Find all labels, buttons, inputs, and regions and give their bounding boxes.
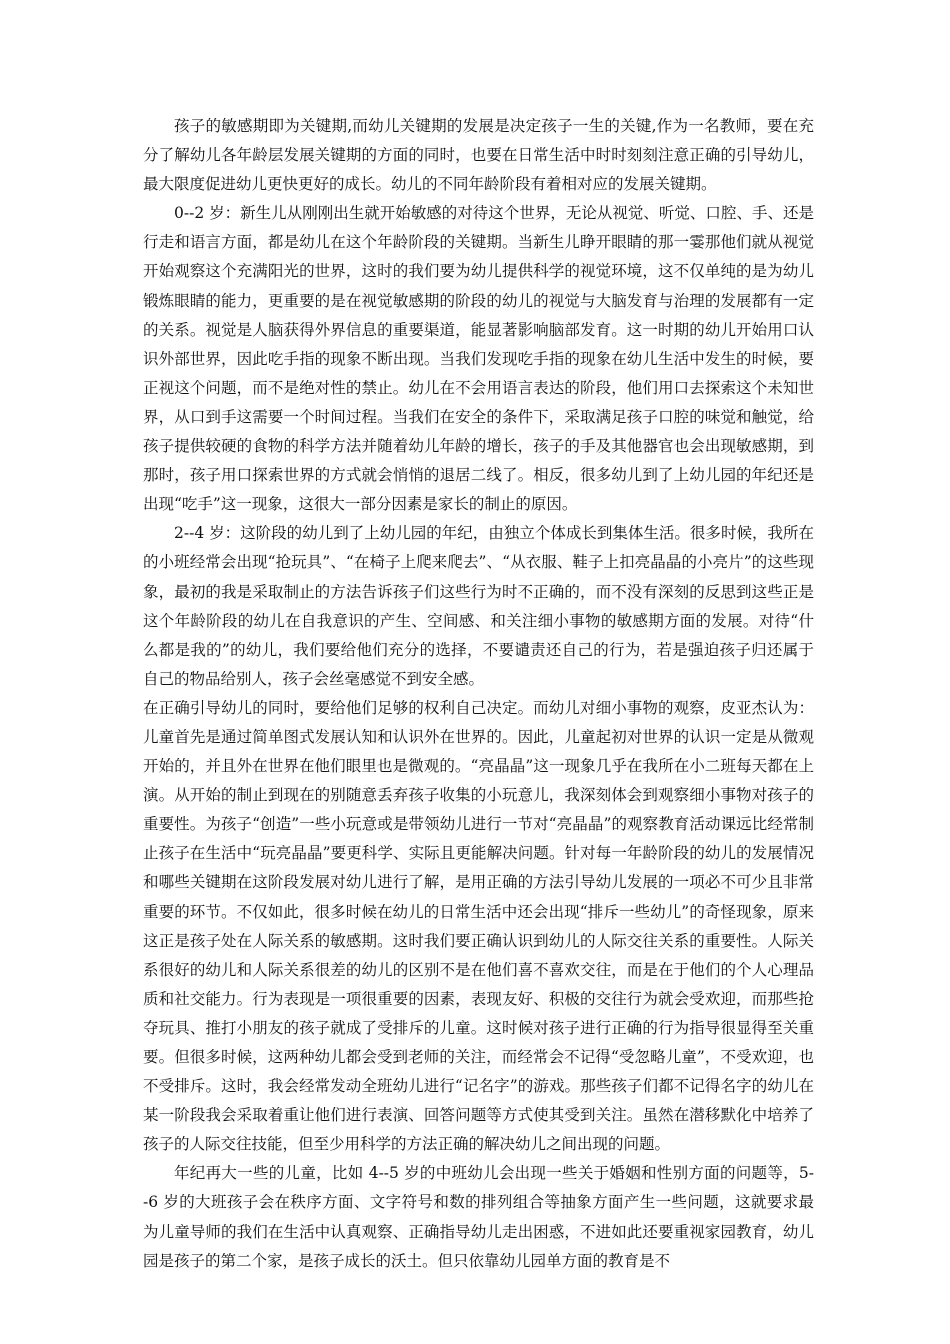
paragraph-age-2-4: 2--4 岁：这阶段的幼儿到了上幼儿园的年纪，由独立个体成长到集体生活。很多时候，我所在的小班经常会出现“抢玩具”、“在椅子上爬来爬去”、“从衣服、鞋子上扣亮晶晶的小亮片”的这些现象，最初的我是采取制止的方法告诉孩子们这些行为时不正确的，而不没有深刻的反思到这些正是这个年龄阶段的幼儿在自我意识的产生、空间感、和关注细小事物的敏感期方面的发展。对待“什么都是我的”的幼儿，我们要给他们充分的选择，不要谴责还自己的行为，若是强迫孩子归还属于自己的物品给别人，孩子会丝毫感觉不到安全感。 bbox=[143, 524, 814, 688]
document-body bbox=[143, 112, 814, 1276]
paragraph-age-0-2: 0--2 岁：新生儿从刚刚出生就开始敏感的对待这个世界，无论从视觉、听觉、口腔、手、还是行走和语言方面，都是幼儿在这个年龄阶段的关键期。当新生儿睁开眼睛的那一霎那他们就从视觉开始观察这个充满阳光的世界，这时的我们要为幼儿提供科学的视觉环境，这不仅单纯的是为幼儿锻炼眼睛的能力，更重要的是在视觉敏感期的阶段的幼儿的视觉与大脑发育与治理的发展都有一定的关系。视觉是人脑获得外界信息的重要渠道，能显著影响脑部发育。这一时期的幼儿开始用口认识外部世界，因此吃手指的现象不断出现。当我们发现吃手指的现象在幼儿生活中发生的时候，要正视这个问题，而不是绝对性的禁止。幼儿在不会用语言表达的阶段，他们用口去探索这个未知世界，从口到手这需要一个时间过程。当我们在安全的条件下，采取满足孩子口腔的味觉和触觉，给孩子提供较硬的食物的科学方法并随着幼儿年龄的增长，孩子的手及其他器官也会出现敏感期，到那时，孩子用口探索世界的方式就会悄悄的退居二线了。相反，很多幼儿到了上幼儿园的年纪还是出现“吃手”这一现象，这很大一部分因素是家长的制止的原因。 bbox=[143, 204, 814, 514]
paragraph-guidance: 在正确引导幼儿的同时，要给他们足够的权利自己决定。而幼儿对细小事物的观察，皮亚杰认为：儿童首先是通过简单图式发展认知和认识外在世界的。因此，儿童起初对世界的认识一定是从微观开始的，并且外在世界在他们眼里也是微观的。“亮晶晶”这一现象几乎在我所在小二班每天都在上演。从开始的制止到现在的别随意丢弃孩子收集的小玩意儿，我深刻体会到观察细小事物对孩子的重要性。为孩子“创造”一些小玩意或是带领幼儿进行一节对“亮晶晶”的观察教育活动课远比经常制止孩子在生活中“玩亮晶晶”要更科学、实际且更能解决问题。针对每一年龄阶段的幼儿的发展情况和哪些关键期在这阶段发展对幼儿进行了解，是用正确的方法引导幼儿发展的一项必不可少且非常重要的环节。不仅如此，很多时候在幼儿的日常生活中还会出现“排斥一些幼儿”的奇怪现象，原来这正是孩子处在人际关系的敏感期。这时我们要正确认识到幼儿的人际交往关系的重要性。人际关系很好的幼儿和人际关系很差的幼儿的区别不是在他们喜不喜欢交往，而是在于他们的个人心理品质和社交能力。行为表现是一项很重要的因素，表现友好、积极的交往行为就会受欢迎，而那些抢夺玩具、推打小朋友的孩子就成了受排斥的儿童。这时候对孩子进行正确的行为指导很显得至关重要。但很多时候，这两种幼儿都会受到老师的关注，而经常会不记得“受忽略儿童”，不受欢迎，也不受排斥。这时，我会经常发动全班幼儿进行“记名字”的游戏。那些孩子们都不记得名字的幼儿在某一阶段我会采取着重让他们进行表演、回答问题等方式使其受到关注。虽然在潜移默化中培养了孩子的人际交往技能，但至少用科学的方法正确的解决幼儿之间出现的问题。 bbox=[143, 698, 814, 1154]
paragraph-intro: 孩子的敏感期即为关键期,而幼儿关键期的发展是决定孩子一生的关键,作为一名教师，要在充分了解幼儿各年龄层发展关键期的方面的同时，也要在日常生活中时时刻刻注意正确的引导幼儿，最大限度促进幼儿更快更好的成长。幼儿的不同年龄阶段有着相对应的发展关键期。 bbox=[143, 117, 814, 194]
paragraph-older-children: 年纪再大一些的儿童，比如 4--5 岁的中班幼儿会出现一些关于婚姻和性别方面的问题等，5--6 岁的大班孩子会在秩序方面、文字符号和数的排列组合等抽象方面产生一些问题，这就要求最为儿童导师的我们在生活中认真观察、正确指导幼儿走出困惑，不进如此还要重视家园教育，幼儿园是孩子的第二个家，是孩子成长的沃土。但只依靠幼儿园单方面的教育是不 bbox=[143, 1164, 814, 1270]
